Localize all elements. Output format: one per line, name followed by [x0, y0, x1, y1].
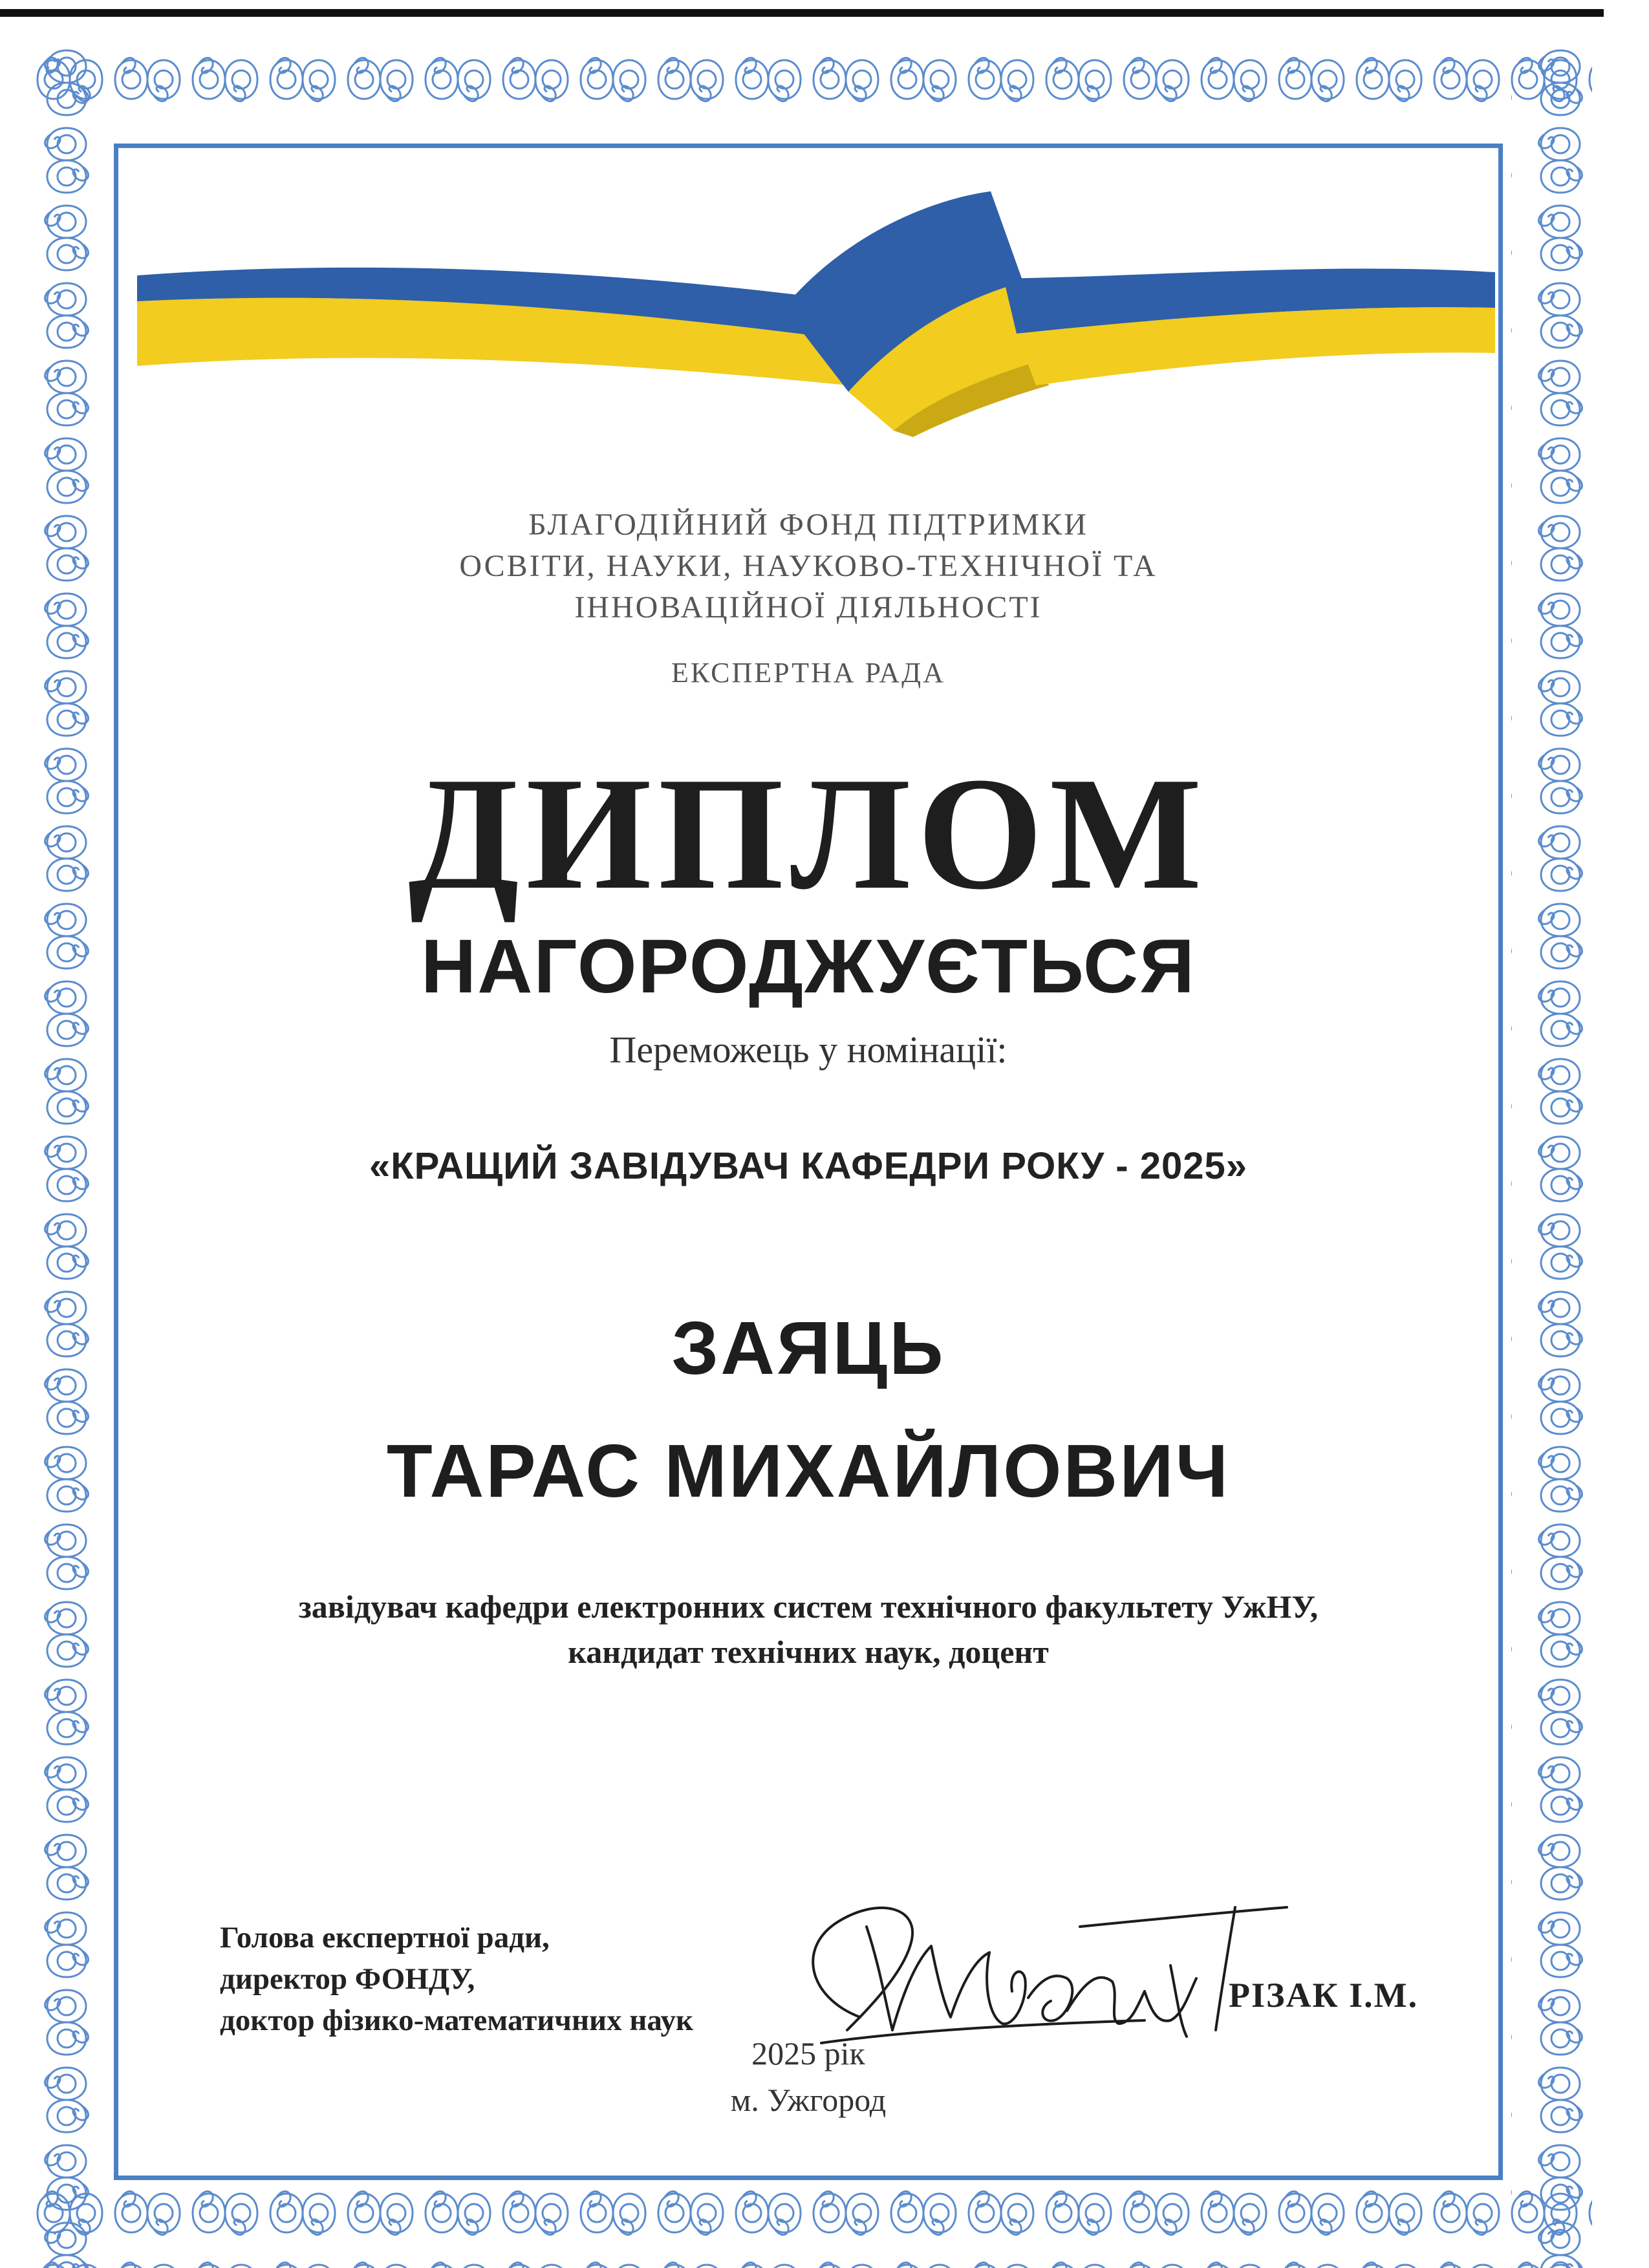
recipient-position [116, 1584, 1500, 1674]
signatory-name: РІЗАК І.М. [1229, 1976, 1419, 2015]
position-line-1: завідувач кафедри електронних систем технічного факультету УжНУ, [298, 1589, 1319, 1625]
position-line-2: кандидат технічних наук, доцент [568, 1634, 1049, 1670]
footer-city: м. Ужгород [730, 2082, 887, 2118]
nomination-title: «КРАЩИЙ ЗАВІДУВАЧ КАФЕДРИ РОКУ - 2025» [369, 1145, 1247, 1187]
footer-year: 2025 рік [751, 2035, 865, 2071]
signatory-title-line-1: Голова експертної ради, [220, 1921, 550, 1954]
organization-line-1: БЛАГОДІЙНИЙ ФОНД ПІДТРИМКИ [528, 508, 1088, 542]
organization-name [116, 504, 1500, 628]
flag-ribbon-graphic [137, 178, 1495, 437]
awarded-heading: НАГОРОДЖУЄТЬСЯ [421, 924, 1196, 1009]
expert-council: ЕКСПЕРТНА РАДА [671, 657, 945, 689]
winner-intro: Переможець у номінації: [609, 1029, 1008, 1071]
diploma-title: ДИПЛОМ [408, 744, 1209, 923]
organization-line-3: ІННОВАЦІЙНОЇ ДІЯЛЬНОСТІ [574, 590, 1042, 625]
recipient-given-names: ТАРАС МИХАЙЛОВИЧ [386, 1429, 1231, 1513]
organization-line-2: ОСВІТИ, НАУКИ, НАУКОВО-ТЕХНІЧНОЇ ТА [459, 549, 1158, 583]
recipient-surname: ЗАЯЦЬ [671, 1306, 945, 1390]
signatory-title [220, 1917, 693, 2041]
signatory-title-line-3: доктор фізико-математичних наук [220, 2004, 694, 2037]
footer [116, 2030, 1500, 2123]
scan-top-edge [0, 9, 1604, 17]
signatory-title-line-2: директор ФОНДУ, [220, 1962, 475, 1996]
